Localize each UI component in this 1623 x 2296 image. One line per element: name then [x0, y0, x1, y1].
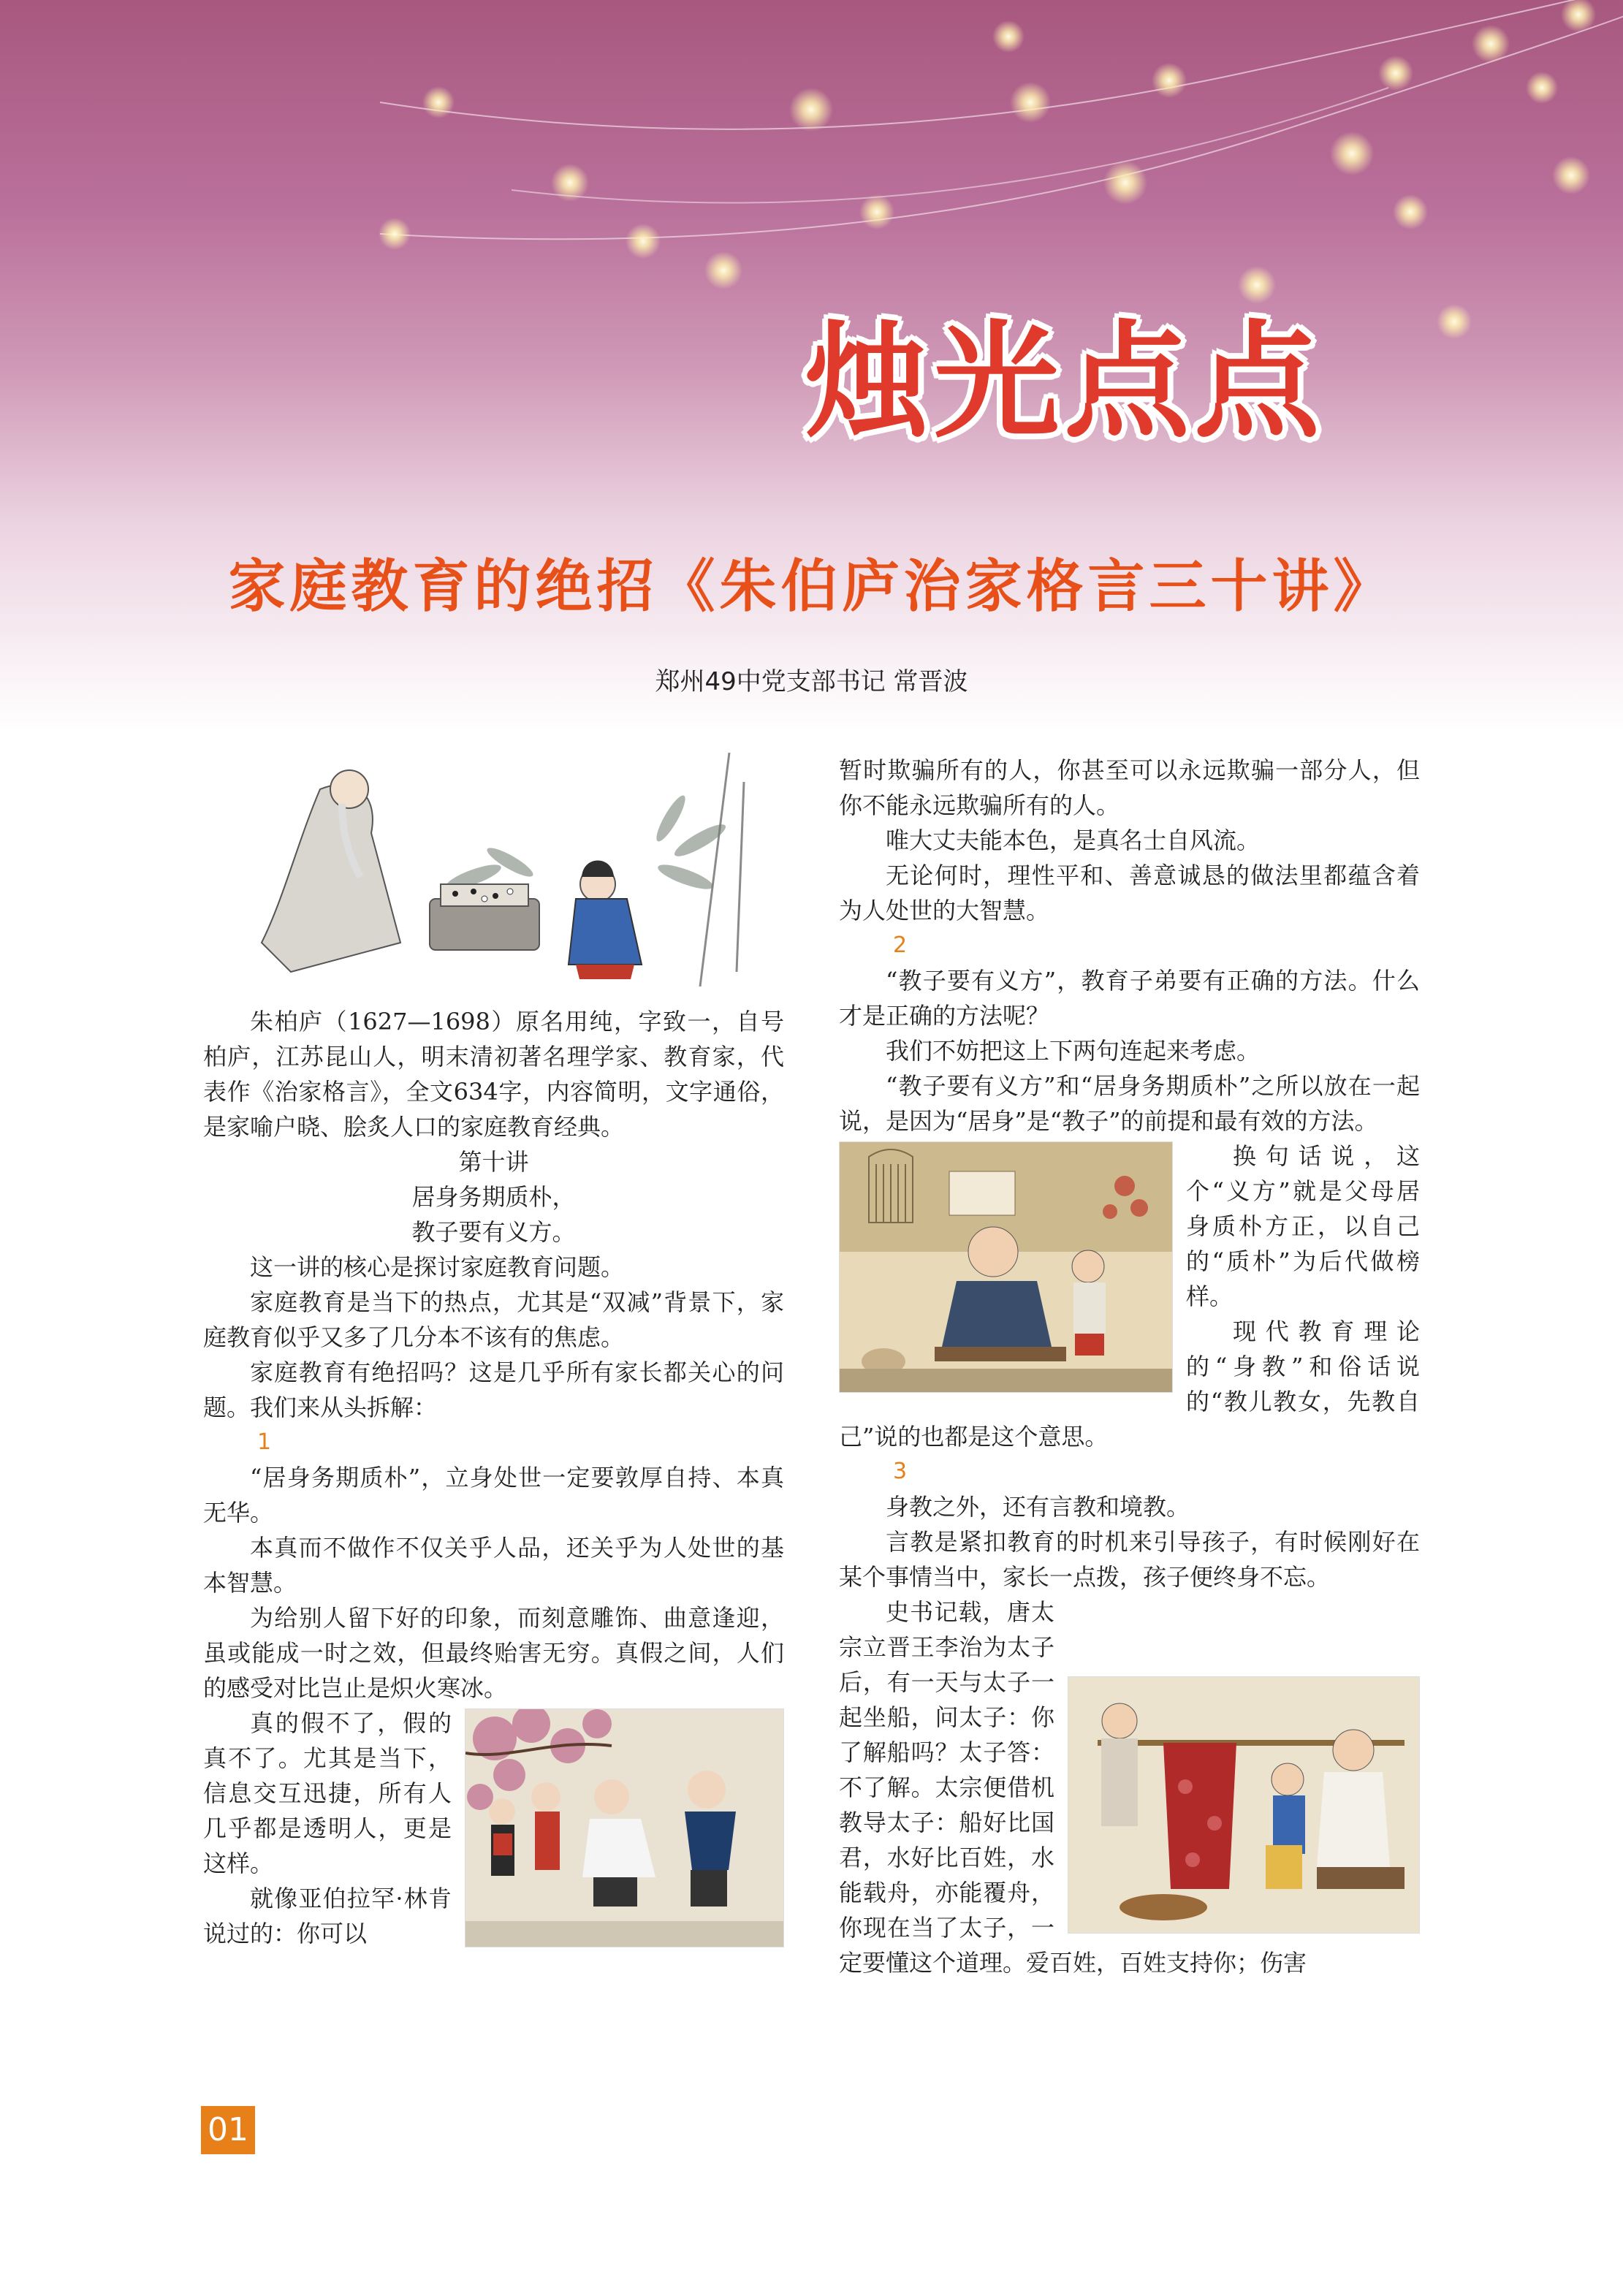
lecture-heading: 第十讲 [458, 1148, 529, 1176]
paragraph: 我们不妨把这上下两句连起来考虑。 [886, 1037, 1261, 1065]
intro-paragraph: 朱柏庐（1627—1698）原名用纯，字致一，自号柏庐，江苏昆山人，明末清初著名理学家、教育家，代表作《治家格言》，全文634字，内容简明，文字通俗，是家喻户晓、脍炙人口的家庭教育经典。 [203, 1008, 784, 1141]
children-playing-illustration [465, 1708, 784, 1947]
article-title: 家庭教育的绝招《朱伯庐治家格言三十讲》 [228, 553, 1395, 620]
page-number: 01 [201, 2106, 255, 2154]
paragraph: 换句话说，这个“义方”就是父母居身质朴方正，以自己的“质朴”为后代做榜样。 [1186, 1142, 1420, 1310]
paragraph: 现代教育理论的“身教”和俗话说的“教儿教女，先教自己”说的也都是这个意思。 [839, 1318, 1420, 1451]
section-title: 烛光点点 [804, 308, 1324, 455]
paragraph: 言教是紧扣教育的时机来引导孩子，有时候刚好在某个事情当中，家长一点拨，孩子便终身不忘。 [839, 1528, 1420, 1591]
paragraph: “教子要有义方”和“居身务期质朴”之所以放在一起说，是因为“居身”是“教子”的前提和最有效的方法。 [839, 1072, 1420, 1135]
right-column [839, 753, 1420, 1980]
byline: 郑州49中党支部书记 常晋波 [655, 667, 968, 696]
paragraph: “居身务期质朴”，立身处世一定要敦厚自持、本真无华。 [203, 1464, 784, 1527]
left-column [203, 753, 784, 1951]
elder-child-go-game-illustration [232, 753, 773, 994]
maxim-line-2: 教子要有义方。 [411, 1218, 576, 1246]
section-number-2: 2 [893, 932, 908, 958]
paragraph: 这一讲的核心是探讨家庭教育问题。 [250, 1253, 625, 1281]
paragraph: 家庭教育有绝招吗？这是几乎所有家长都关心的问题。我们来从头拆解： [203, 1358, 784, 1421]
section-number-3: 3 [893, 1459, 908, 1484]
family-laundry-illustration [1068, 1676, 1420, 1934]
maxim-line-1: 居身务期质朴， [411, 1183, 576, 1211]
paragraph: 身教之外，还有言教和境教。 [886, 1493, 1190, 1521]
paragraph: 真的假不了，假的真不了。尤其是当下，信息交互迅捷，所有人几乎都是透明人，更是这样。 [203, 1709, 452, 1877]
paragraph: 本真而不做作不仅关乎人品，还关乎为人处世的基本智慧。 [203, 1534, 784, 1597]
father-son-room-illustration [839, 1141, 1173, 1393]
paragraph: 无论何时，理性平和、善意诚恳的做法里都蕴含着为人处世的大智慧。 [839, 862, 1420, 924]
paragraph: 唯大丈夫能本色，是真名士自风流。 [886, 826, 1261, 854]
section-number-1: 1 [257, 1429, 272, 1455]
paragraph: 暂时欺骗所有的人，你甚至可以永远欺骗一部分人，但你不能永远欺骗所有的人。 [839, 756, 1420, 819]
paragraph: 家庭教育是当下的热点，尤其是“双减”背景下，家庭教育似乎又多了几分本不该有的焦虑。 [203, 1288, 784, 1351]
paragraph: “教子要有义方”，教育子弟要有正确的方法。什么才是正确的方法呢？ [839, 967, 1420, 1030]
paragraph: 为给别人留下好的印象，而刻意雕饰、曲意逢迎，虽或能成一时之效，但最终贻害无穷。真假之间，人们的感受对比岂止是炽火寒冰。 [203, 1604, 784, 1702]
paragraph: 史书记载，唐太宗立晋王李治为太子后，有一天与太子一起坐船，问太子：你了解船吗？太子答：不了解。太宗便借机教导太子：船好比国君，水好比百姓，水能载舟，亦能覆舟，你现在当了太子，一定要懂这个道理。爱百姓，百姓支持你；伤害 [839, 1598, 1307, 1977]
paragraph: 就像亚伯拉罕·林肯说过的：你可以 [203, 1885, 452, 1947]
